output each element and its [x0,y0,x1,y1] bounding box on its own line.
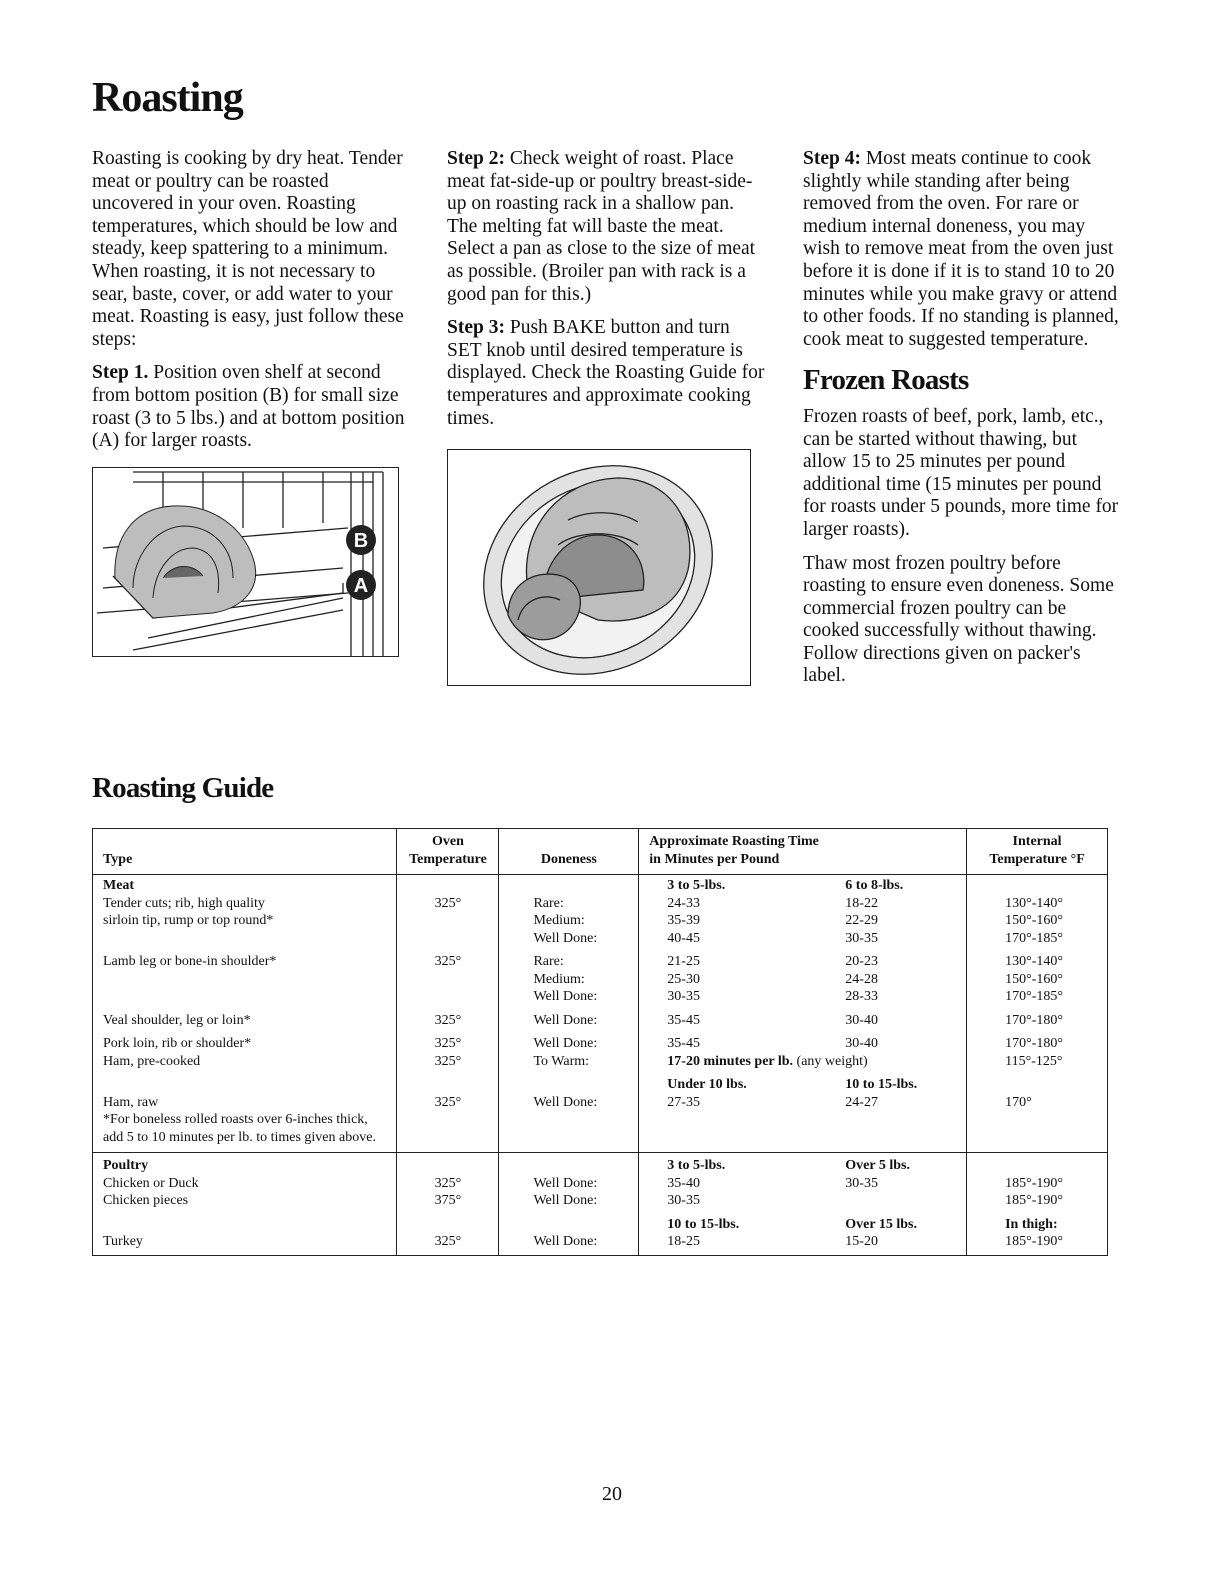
step-3-label: Step 3: [447,317,505,339]
step-1-text: Position oven shelf at second from bottom position (B) for small size roast (3 to 5 lbs.) and at bottom position (A) for larger roasts. [92,362,405,452]
column-2 [447,148,767,686]
frozen-roasts-paragraph-2: Thaw most frozen poultry before roasting to ensure even doneness. Some commercial frozen poultry can be cooked successfully without thawing. Follow directions given on packer's label. [803,552,1114,687]
table-header-row [93,829,1108,875]
intro-paragraph: Roasting is cooking by dry heat. Tender meat or poultry can be roasted uncovered in your oven. Roasting temperatures, which should be low and steady, keep spattering to a minimum. When roasting, it is not necessary to sear, baste, cover, or add water to your meat. Roasting is easy, just follow these steps: [92,148,404,350]
step-3-paragraph [447,317,767,430]
step-2-paragraph [447,148,767,306]
page-number: 20 [602,1483,622,1505]
shelf-position-b-badge: B [353,529,369,552]
internal-temperature-cell: 130°-140° 150°-160° 170°-185° 130°-140° 150°-160° 170°-185° 170°-180° 170°-180° 115°-125° 170° [967,875,1108,1153]
roasting-time-cell: 3 to 5-lbs. 6 to 8-lbs. 24-33 18-22 35-39 22-29 40-45 30-35 21-25 20-23 25-30 24-28 30-35 28-33 35-45 30-40 35-45 30-40 17-20 minutes per lb. (any weight) Under 10 lbs. 10 to 15-lbs. 27-35 24-27 [639,875,967,1153]
table-row [93,1153,1108,1256]
roasting-guide-table [92,828,1108,1256]
header-internal-temperature: Internal Temperature °F [967,829,1108,875]
footnote: *For boneless rolled roasts over 6-inches thick, add 5 to 10 minutes per lb. to times given above. [103,1112,376,1145]
column-1 [92,148,407,657]
header-type: Type [93,829,397,875]
roasting-time-cell: 3 to 5-lbs. Over 5 lbs. 35-40 30-35 30-35 10 to 15-lbs. Over 15 lbs. 18-25 15-20 [639,1153,967,1256]
step-4-paragraph [803,148,1123,351]
table-row [93,875,1108,1153]
step-1-paragraph [92,362,407,452]
step-4-text: Most meats continue to cook slightly while standing after being removed from the oven. For rare or medium internal doneness, you may wish to remove meat from the oven just before it is done if it is to stand 10 to 20 minutes while you make gravy or attend to other foods. If no standing is planned, cook meat to suggested temperature. [803,148,1119,350]
doneness-cell: Well Done: Well Done: Well Done: [499,1153,639,1256]
type-cell: Poultry Chicken or Duck Chicken pieces Turkey [93,1153,397,1256]
shelf-position-a-badge: A [353,574,369,597]
frozen-roasts-paragraph-1: Frozen roasts of beef, pork, lamb, etc., can be started without thawing, but allow 15 to 25 minutes per pound additional time (15 minutes per pound for roasts under 5 pounds, more time for larger roasts). [803,405,1119,540]
step-1-label: Step 1. [92,362,149,384]
step-2-label: Step 2: [447,148,505,169]
poultry-section [93,1153,1108,1256]
oven-shelf-illustration [92,467,399,657]
roast-on-platter-illustration [447,449,751,686]
step-3-text: Push BAKE button and turn SET knob until desired temperature is displayed. Check the Roasting Guide for temperatures and approximate cooking times. [447,317,765,429]
column-3 [803,148,1123,699]
header-oven-temperature: Oven Temperature [397,829,499,875]
header-roasting-time: Approximate Roasting Time in Minutes per Pound [639,829,967,875]
poultry-label: Poultry [103,1158,149,1173]
page-title: Roasting [92,75,243,121]
header-doneness: Doneness [499,829,639,875]
frozen-roasts-heading: Frozen Roasts [803,364,969,397]
oven-temperature-cell: 325° 325° 325° 325° 325° 325° [397,875,499,1153]
doneness-cell: Rare: Medium: Well Done: Rare: Medium: Well Done: Well Done: Well Done: To Warm: Well Done: [499,875,639,1153]
step-4-label: Step 4: [803,148,861,169]
roasting-guide-heading: Roasting Guide [92,772,274,804]
meat-section [93,875,1108,1153]
oven-temperature-cell: 325° 375° 325° [397,1153,499,1256]
internal-temperature-cell: 185°-190° 185°-190° In thigh: 185°-190° [967,1153,1108,1256]
meat-label: Meat [103,878,135,893]
step-2-text: Check weight of roast. Place meat fat-side-up or poultry breast-side-up on roasting rack in a shallow pan. The melting fat will baste the meat. Select a pan as close to the size of meat as possible. (Broiler pan with rack is a good pan for this.) [447,148,756,305]
type-cell: Meat Tender cuts; rib, high quality sirloin tip, rump or top round* Lamb leg or bone-in shoulder* Veal shoulder, leg or loin* Pork loin, rib or shoulder* Ham, pre-cooked Ham, raw *For boneless rolled roasts over 6-inches thick, add 5 to 10 minutes per lb. to times given above. [93,875,397,1153]
